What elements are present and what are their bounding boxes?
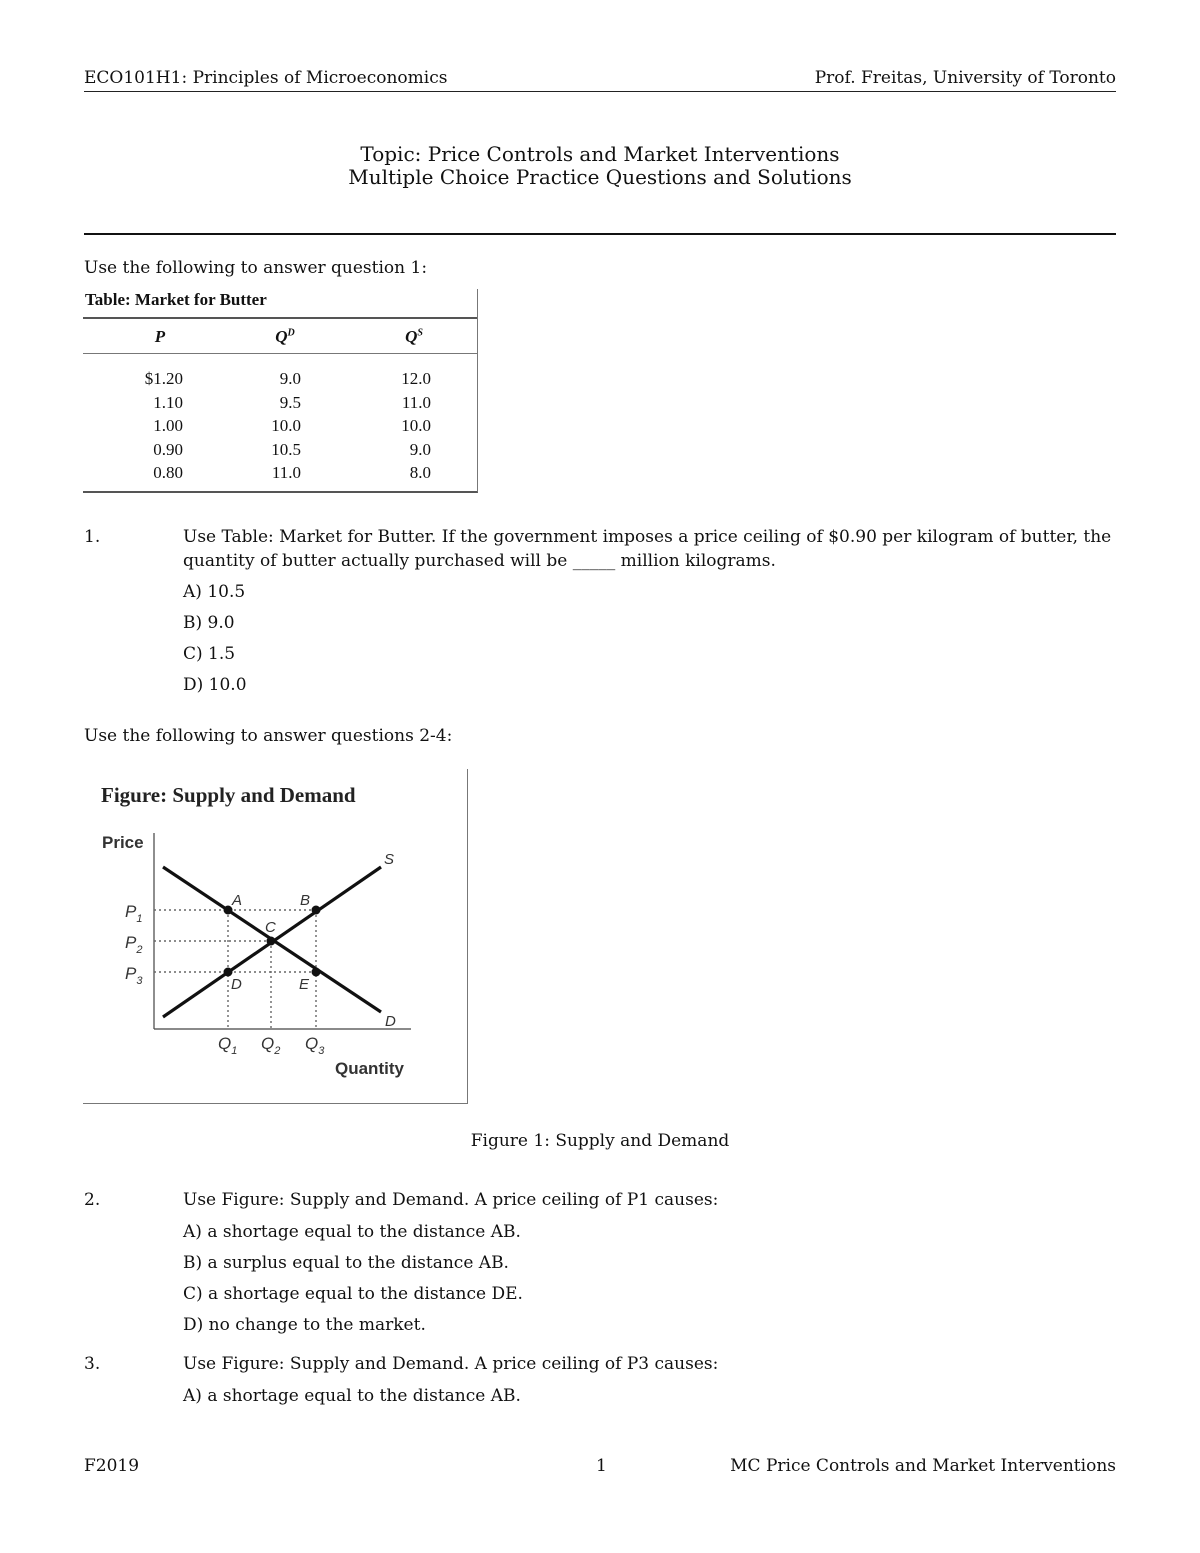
question-1-option-c: C) 1.5 — [183, 644, 236, 664]
quantity-label-q2: $Q_2$ — [261, 1034, 281, 1057]
question-2-option-d: D) no change to the market. — [183, 1315, 426, 1335]
point-label-c: C — [265, 919, 276, 936]
footer-doc-title: MC Price Controls and Market Interventions — [730, 1456, 1116, 1476]
supply-demand-graph — [83, 769, 467, 1103]
butter-table — [83, 289, 478, 493]
question-2-option-c: C) a shortage equal to the distance DE. — [183, 1284, 523, 1304]
question-1-number: 1. — [84, 527, 101, 547]
intro-questions-2-4: Use the following to answer questions 2-4: — [84, 726, 453, 746]
quantity-label-q3: $Q_3$ — [305, 1034, 325, 1057]
supply-curve-label: S — [384, 851, 395, 868]
question-2-text: Use Figure: Supply and Demand. A price ceiling of P1 causes: — [183, 1190, 719, 1210]
question-1-text: Use Table: Market for Butter. If the government imposes a price ceiling of $0.90 per kilogram of butter, the quantity of butter actually purchased will be _____ million kilograms. — [183, 527, 1112, 571]
table-cell: 10.5 — [271, 439, 301, 459]
header-rule — [84, 91, 1116, 92]
figure-title: Figure: Supply and Demand — [101, 783, 356, 807]
intro-question-1: Use the following to answer question 1: — [84, 258, 428, 278]
table-cell: 9.5 — [279, 392, 301, 412]
point-label-e: E — [299, 976, 310, 993]
figure-caption: Figure 1: Supply and Demand — [470, 1131, 730, 1151]
table-cell: 11.0 — [271, 463, 301, 482]
quantity-supplied-column — [371, 367, 431, 485]
header-instructor: Prof. Freitas, University of Toronto — [814, 68, 1116, 88]
table-cell: 11.0 — [401, 392, 431, 412]
price-column — [123, 367, 183, 485]
table-title: Table: Market for Butter — [85, 290, 267, 309]
point-b — [312, 906, 321, 915]
title-rule — [84, 233, 1116, 235]
page-title-line2: Multiple Choice Practice Questions and Solutions — [348, 165, 852, 189]
y-axis-label: Price — [102, 833, 144, 852]
question-3-text: Use Figure: Supply and Demand. A price ceiling of P3 causes: — [183, 1354, 719, 1374]
table-cell: 0.80 — [153, 463, 183, 482]
column-header-quantity-supplied: $Q^S$ — [405, 327, 423, 346]
point-label-b: B — [300, 892, 311, 909]
table-cell: 10.0 — [401, 416, 431, 435]
table-cell: 9.0 — [279, 369, 301, 388]
question-1-option-a: A) 10.5 — [183, 582, 246, 602]
point-label-d: D — [231, 976, 242, 993]
x-axis-label: Quantity — [335, 1059, 404, 1078]
table-cell: 1.10 — [153, 392, 183, 412]
table-cell: 0.90 — [153, 439, 183, 459]
question-3-number: 3. — [84, 1354, 101, 1374]
footer-page-number: 1 — [596, 1456, 607, 1476]
question-1-option-d: D) 10.0 — [183, 675, 247, 695]
question-3-option-a: A) a shortage equal to the distance AB. — [183, 1386, 521, 1406]
price-label-p1: $P_1$ — [125, 902, 143, 925]
point-label-a: A — [232, 892, 243, 909]
table-cell: 8.0 — [409, 463, 431, 482]
table-cell: 12.0 — [401, 369, 431, 388]
table-cell: 1.00 — [153, 416, 183, 435]
point-e — [312, 968, 321, 977]
price-label-p2: $P_2$ — [125, 933, 143, 956]
question-2-number: 2. — [84, 1190, 101, 1210]
table-top-rule — [83, 317, 477, 319]
table-cell: 10.0 — [271, 416, 301, 435]
question-2-option-b: B) a surplus equal to the distance AB. — [183, 1253, 509, 1273]
supply-demand-figure — [83, 769, 468, 1104]
footer-term: F2019 — [84, 1456, 140, 1476]
demand-curve-label: D — [385, 1013, 396, 1030]
header-course: ECO101H1: Principles of Microeconomics — [84, 68, 448, 88]
point-c — [267, 937, 276, 946]
question-2-option-a: A) a shortage equal to the distance AB. — [183, 1222, 521, 1242]
column-header-price: P — [154, 327, 166, 346]
price-label-p3: $P_3$ — [125, 964, 143, 987]
page-title-line1: Topic: Price Controls and Market Interventions — [360, 142, 840, 166]
column-header-quantity-demanded: $Q^D$ — [275, 327, 295, 346]
quantity-label-q1: $Q_1$ — [218, 1034, 238, 1057]
table-header-rule — [83, 353, 477, 354]
question-1-option-b: B) 9.0 — [183, 613, 235, 633]
quantity-demanded-column — [241, 367, 301, 485]
table-cell: $1.20 — [144, 369, 183, 388]
table-cell: 9.0 — [409, 439, 431, 459]
